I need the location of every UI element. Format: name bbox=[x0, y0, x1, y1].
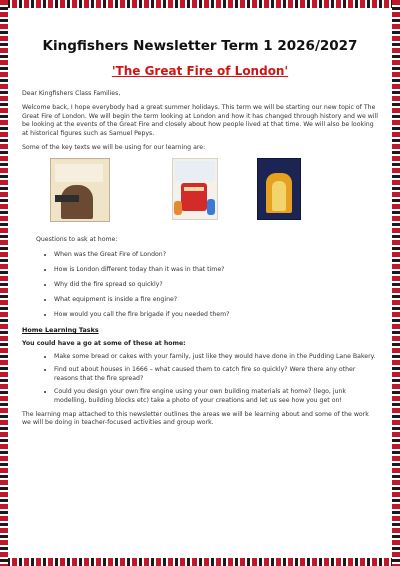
task-item: • Make some bread or cakes with your family, just like they would have done in the Pudding Lane Bakery. bbox=[54, 353, 378, 361]
heart-border-right bbox=[392, 0, 400, 566]
newsletter-page bbox=[22, 38, 378, 434]
key-texts bbox=[22, 158, 378, 228]
heart-border-bottom bbox=[0, 558, 400, 566]
greeting: Dear Kingfishers Class Families, bbox=[22, 90, 121, 97]
closing-paragraph: The learning map attached to this newsletter outlines the areas we will be learning about and some of the work we will be doing in teacher-focused activities and group work. bbox=[22, 411, 369, 427]
intro-paragraph: Welcome back, I hope everybody had a great summer holidays. This term we will be starting our new topic of The Great Fire of London. We will begin the term looking at London and how it has changed through history and we will be looking at the events of the Great Fire and closely about how people lived at that time. We will also be looking at historical figures such as Samuel Pepys. bbox=[22, 104, 378, 137]
books-intro: Some of the key texts we will be using for our learning are: bbox=[22, 144, 206, 152]
question-item: • When was the Great Fire of London? bbox=[54, 251, 378, 259]
task-item: • Could you design your own fire engine using your own building materials at home? (lego, junk modelling, building blocks etc) take a photo of your creations and let us see how you get on! bbox=[54, 388, 378, 405]
task-item: • Find out about houses in 1666 – what caused them to catch fire so quickly? Were there any other reasons that the fire spread? bbox=[54, 366, 378, 383]
book-cover-samuel-pepys bbox=[50, 158, 110, 222]
heart-border-left bbox=[0, 0, 8, 566]
home-learning-intro: You could have a go at some of these at home: bbox=[22, 339, 186, 347]
newsletter-title: Kingfishers Newsletter Term 1 2026/2027 bbox=[42, 38, 358, 54]
book-cover-london-bus bbox=[172, 158, 218, 220]
question-item: • Why did the fire spread so quickly? bbox=[54, 281, 378, 289]
heart-border-top bbox=[0, 0, 400, 8]
questions-list bbox=[22, 251, 378, 319]
questions-heading: Questions to ask at home: bbox=[36, 236, 118, 244]
question-item: • What equipment is inside a fire engine? bbox=[54, 296, 378, 304]
question-item: • How is London different today than it was in that time? bbox=[54, 266, 378, 274]
topic-title: 'The Great Fire of London' bbox=[111, 64, 289, 78]
book-cover-great-fire bbox=[257, 158, 301, 220]
tasks-list bbox=[22, 353, 378, 405]
question-item: • How would you call the fire brigade if you needed them? bbox=[54, 311, 378, 319]
home-learning-heading: Home Learning Tasks bbox=[22, 325, 99, 334]
